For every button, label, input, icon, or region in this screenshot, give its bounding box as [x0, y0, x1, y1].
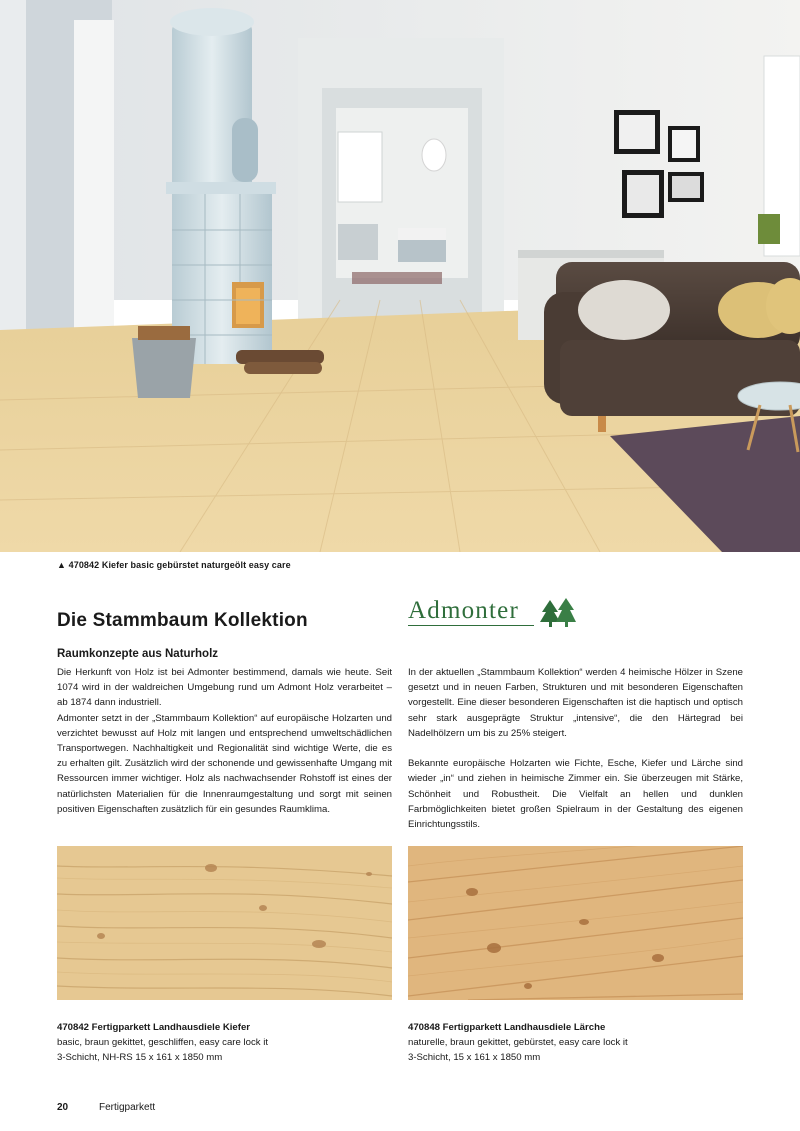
hero-caption: ▲ 470842 Kiefer basic gebürstet naturgeölt easy care — [57, 560, 291, 570]
body-paragraph: Die Herkunft von Holz ist bei Admonter bestimmend, damals wie heute. Seit 1074 wird in der waldreichen Umgebung rund um Admont Holz verarbeitet – ab 1874 dann industriell. — [57, 667, 392, 709]
product-detail: basic, braun gekittet, geschliffen, easy care lock it — [57, 1037, 268, 1049]
hero-room-photo — [0, 0, 800, 552]
page-title: Die Stammbaum Kollektion — [57, 610, 308, 631]
body-paragraph: Bekannte europäische Holzarten wie Fichte, Esche, Kiefer und Lärche sind wieder „in“ und ziehen in heimische Zimmer ein. Sie überzeugen mit Stärke, Schönheit und Robustheit. Die Vielfalt an hellen und dunklen Farbmöglichkeiten bietet großen Spielraum in der Gestaltung des eigenen Einrichtungsstils. — [408, 758, 743, 831]
product-name: 470848 Fertigparkett Landhausdiele Lärche — [408, 1022, 606, 1033]
logo-wordmark: Admonter — [408, 597, 519, 624]
section-subtitle: Raumkonzepte aus Naturholz — [57, 648, 219, 660]
pine-floor-sample-image — [57, 846, 392, 1000]
body-column-right — [408, 665, 743, 832]
product-detail: naturelle, braun gekittet, gebürstet, easy care lock it — [408, 1037, 628, 1049]
product-caption-pine — [57, 1020, 397, 1066]
footer-section-name: Fertigparkett — [99, 1102, 156, 1113]
page-number: 20 — [57, 1102, 69, 1113]
product-detail: 3-Schicht, NH-RS 15 x 161 x 1850 mm — [57, 1052, 223, 1064]
product-caption-larch — [408, 1020, 748, 1066]
logo-underline — [408, 625, 534, 626]
product-name: 470842 Fertigparkett Landhausdiele Kiefer — [57, 1022, 251, 1033]
body-column-left — [57, 665, 392, 817]
trees-icon — [540, 598, 578, 628]
admonter-logo — [408, 596, 588, 630]
larch-floor-sample-image — [408, 846, 743, 1000]
product-detail: 3-Schicht, 15 x 161 x 1850 mm — [408, 1052, 541, 1064]
body-paragraph: Admonter setzt in der „Stammbaum Kollektion“ auf europäische Holzarten und verzichtet bewusst auf Holz mit langen und entsprechend umweltschädlichen Transportwegen. Nachhaltigkeit und Regionalität sind wichtige Werte, die es zu erhalten gilt. Zusätzlich wird der schonende und gewissenhafte Umgang mit Ressourcen immer wichtiger. Holz als nachwachsender Rohstoff ist eines der natürlichsten Materialien für die Innenraumgestaltung und sorgt mit seinen positiven Eigenschaften zusätzlich für ein gesundes Raumklima. — [57, 712, 392, 815]
body-paragraph: In der aktuellen „Stammbaum Kollektion“ werden 4 heimische Hölzer in Szene gesetzt und in neuen Farben, Strukturen und mit besonderen Eigenschaften vorgestellt. Eine dieser besonderen Eigenschaften ist die haptisch und optisch sehr stark ausgeprägte Struktur „intensive“, die den Härtegrad bei Nadelhölzern um bis zu 25% steigert. — [408, 667, 743, 739]
